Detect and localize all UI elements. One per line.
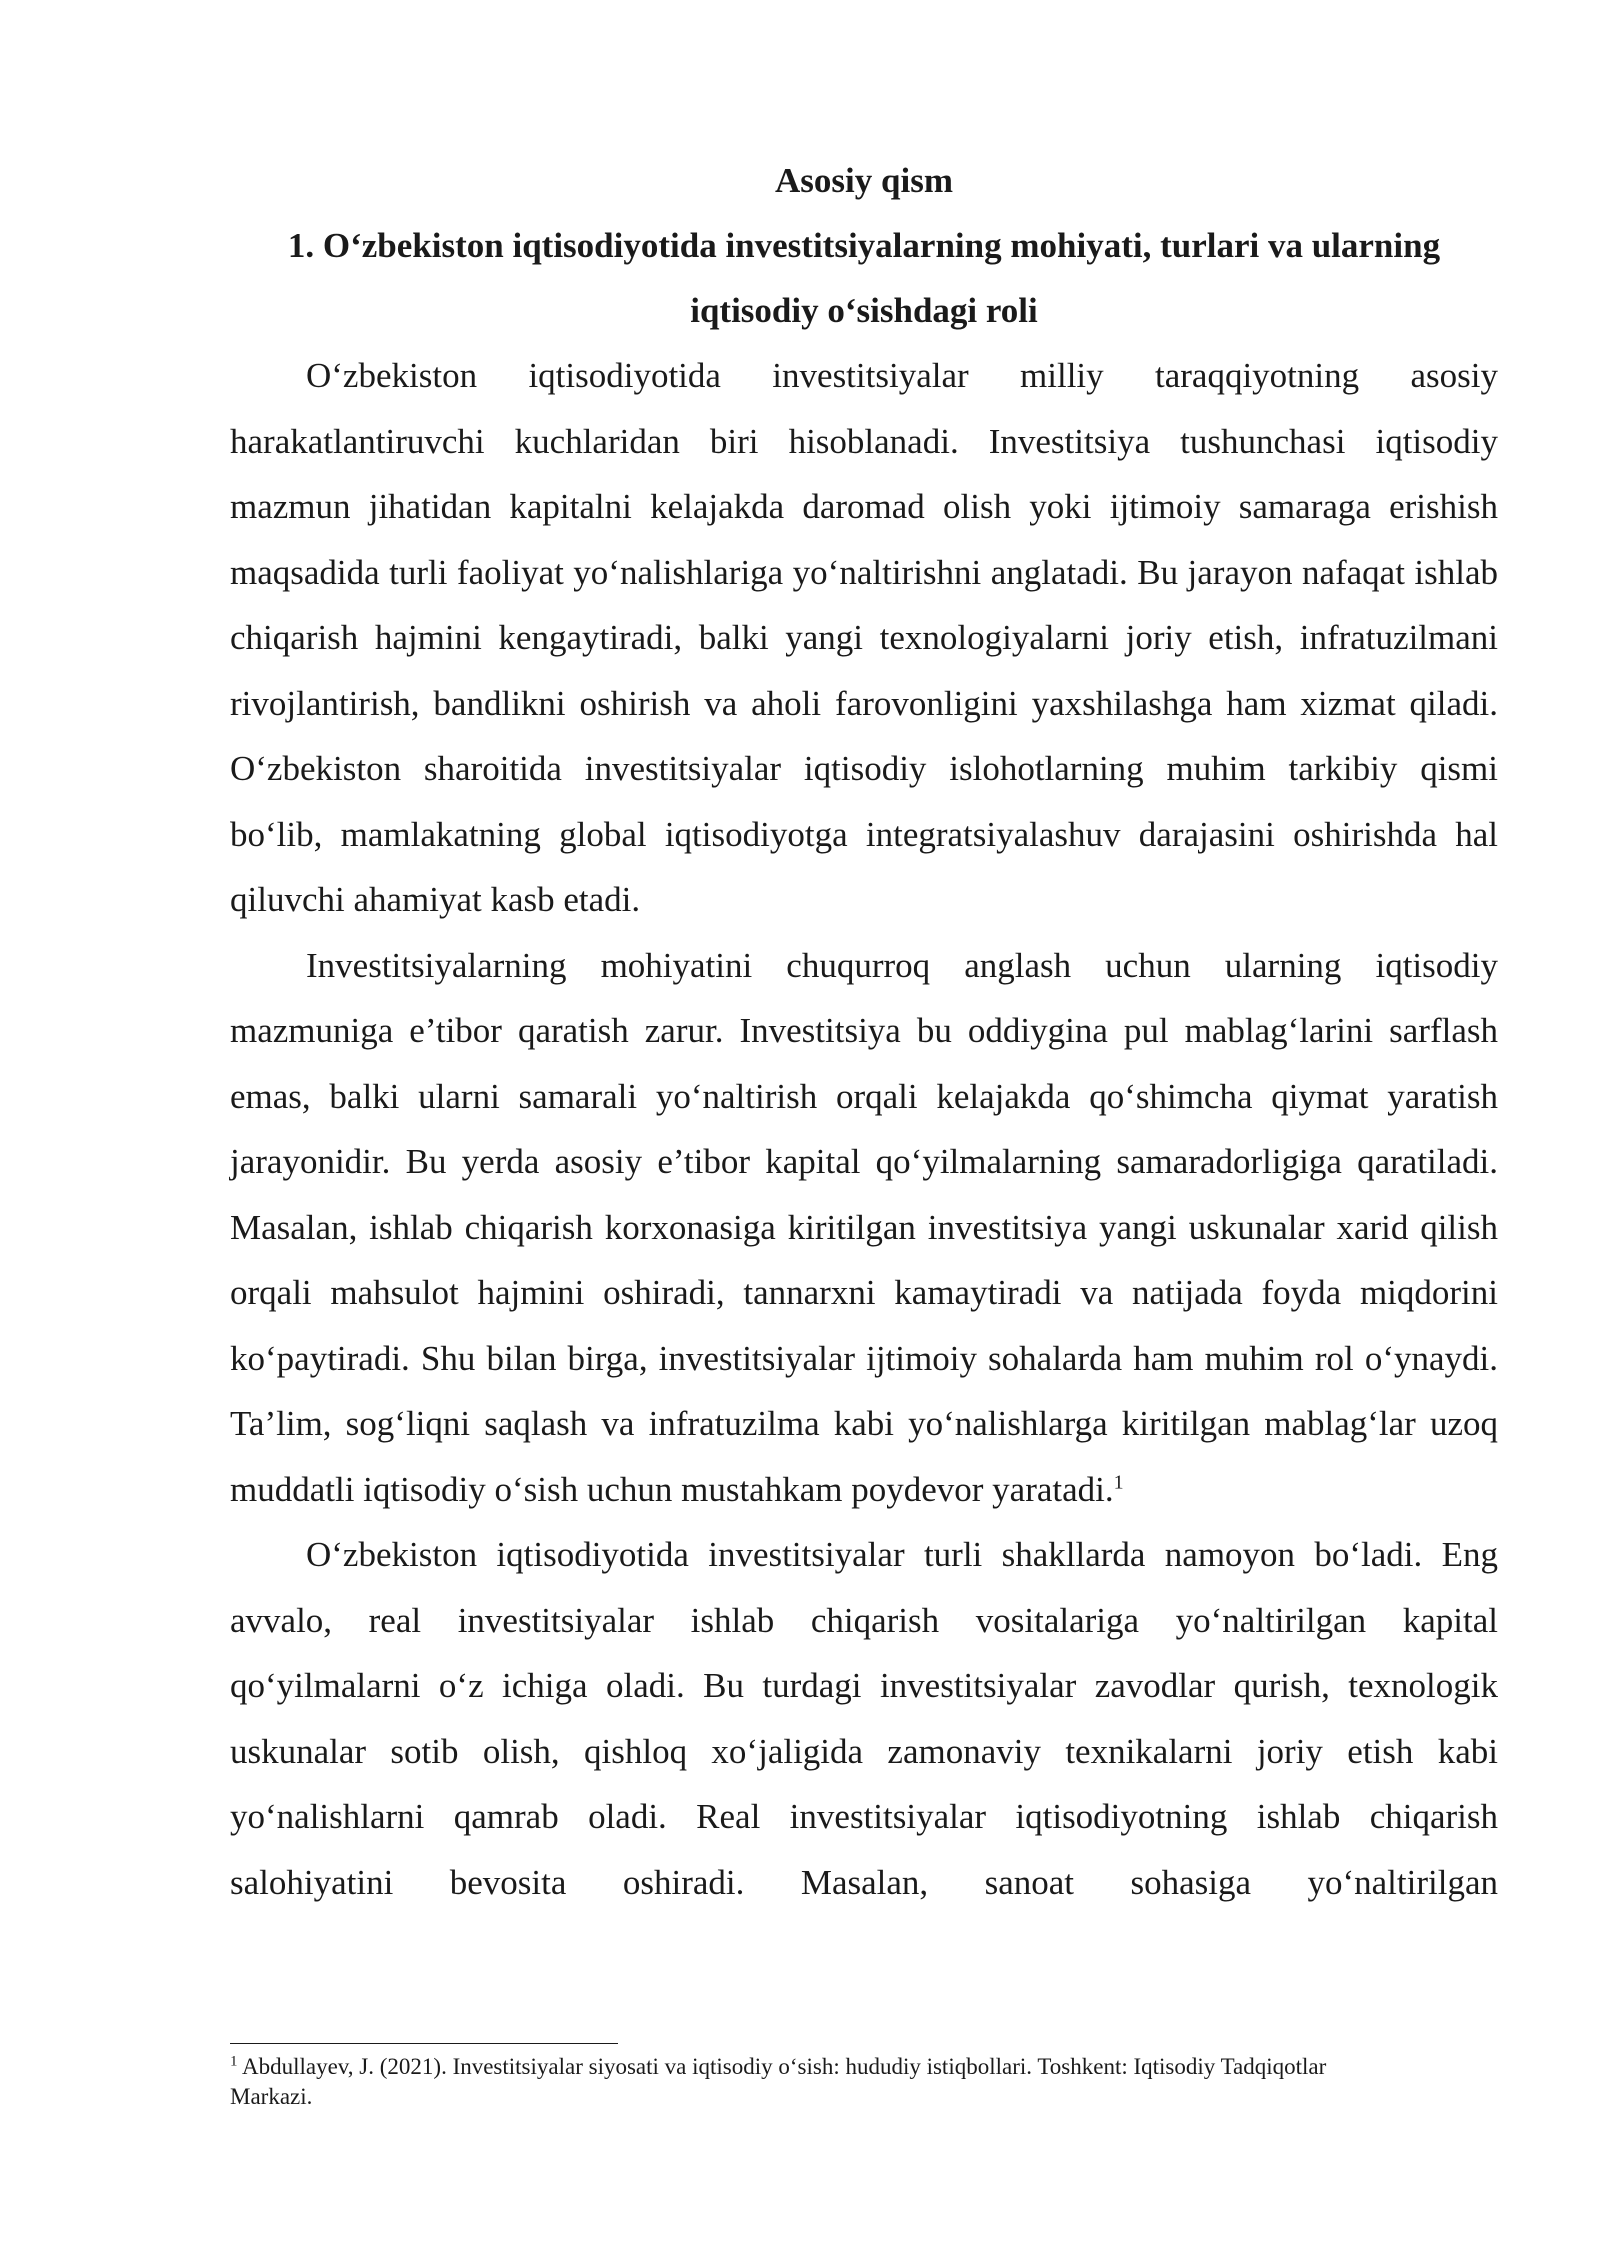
footnote — [230, 2052, 1410, 2112]
footnote-marker: 1 — [230, 2053, 238, 2070]
footnote-separator — [230, 2043, 618, 2044]
paragraph-1: O‘zbekiston iqtisodiyotida investitsiyalar milliy taraqqiyotning asosiy harakatlantiruvchi kuchlaridan biri hisoblanadi. Investitsiya tushunchasi iqtisodiy mazmun jihatidan kapitalni kelajakda daromad olish yoki ijtimoiy samaraga erishish maqsadida turli faoliyat yo‘nalishlariga yo‘naltirishni anglatadi. Bu jarayon nafaqat ishlab chiqarish hajmini kengaytiradi, balki yangi texnologiyalarni joriy etish, infratuzilmani rivojlantirish, bandlikni oshirish va aholi farovonligini yaxshilashga ham xizmat qiladi. O‘zbekiston sharoitida investitsiyalar iqtisodiy islohotlarning muhim tarkibiy qismi bo‘lib, mamlakatning global iqtisodiyotga integratsiyalashuv darajasini oshirishda hal qiluvchi ahamiyat kasb etadi. — [230, 356, 1498, 919]
footnote-text: Abdullayev, J. (2021). Investitsiyalar siyosati va iqtisodiy o‘sish: hududiy istiqbollari. Toshkent: Iqtisodiy Tadqiqotlar Markazi. — [230, 2054, 1327, 2109]
section-heading-line-1: 1. O‘zbekiston iqtisodiyotida investitsiyalarning mohiyati, turlari va ularning — [287, 226, 1441, 265]
main-heading: Asosiy qism — [775, 161, 953, 200]
paragraph-2-text: Investitsiyalarning mohiyatini chuqurroq anglash uchun ularning iqtisodiy mazmuniga e’tibor qaratish zarur. Investitsiya bu oddiygina pul mablag‘larini sarflash emas, balki ularni samarali yo‘naltirish orqali kelajakda qo‘shimcha qiymat yaratish jarayonidir. Bu yerda asosiy e’tibor kapital qo‘yilmalarning samaradorligiga qaratiladi. Masalan, ishlab chiqarish korxonasiga kiritilgan investitsiya yangi uskunalar xarid qilish orqali mahsulot hajmini oshiradi, tannarxni kamaytiradi va natijada foyda miqdorini ko‘paytiradi. Shu bilan birga, investitsiyalar ijtimoiy sohalarda ham muhim rol o‘ynaydi. Ta’lim, sog‘liqni saqlash va infratuzilma kabi yo‘nalishlarga kiritilgan mablag‘lar uzoq muddatli iqtisodiy o‘sish uchun mustahkam poydevor yaratadi. — [230, 945, 1498, 1509]
document-body — [230, 148, 1498, 1915]
section-heading-line-2: iqtisodiy o‘sishdagi roli — [690, 291, 1038, 330]
paragraph-2 — [230, 933, 1498, 1523]
paragraph-3: O‘zbekiston iqtisodiyotida investitsiyalar turli shakllarda namoyon bo‘ladi. Eng avvalo, real investitsiyalar ishlab chiqarish vositalariga yo‘naltirilgan kapital qo‘yilmalarni o‘z ichiga oladi. Bu turdagi investitsiyalar zavodlar qurish, texnologik uskunalar sotib olish, qishloq xo‘jaligida zamonaviy texnikalarni joriy etish kabi yo‘nalishlarni qamrab oladi. Real investitsiyalar iqtisodiyotning ishlab chiqarish salohiyatini bevosita oshiradi. Masalan, sanoat sohasiga yo‘naltirilgan — [230, 1535, 1498, 1902]
footnote-reference[interactable]: 1 — [1113, 1470, 1124, 1493]
